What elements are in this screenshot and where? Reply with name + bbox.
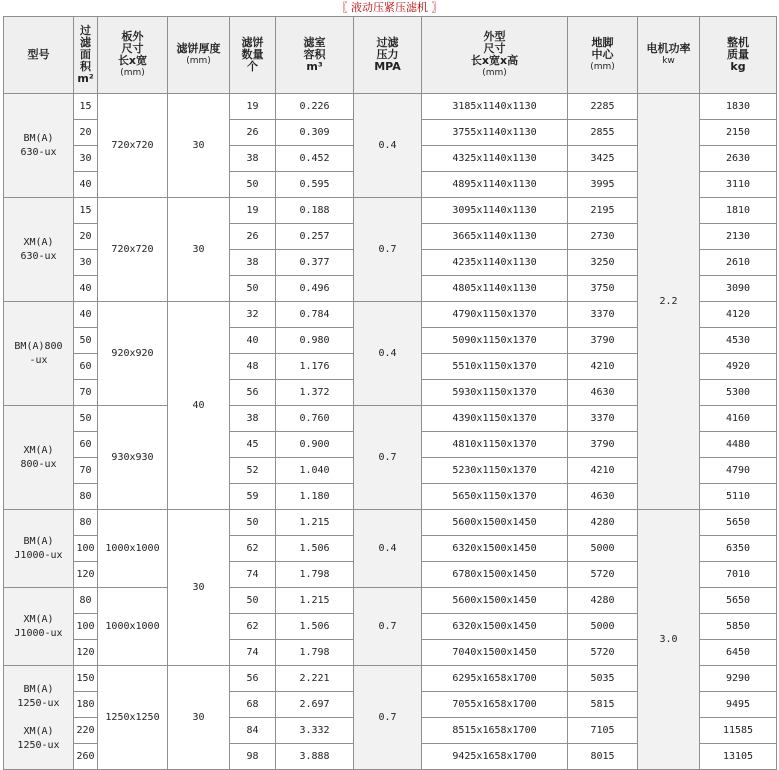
cake-count-cell: 68 (230, 692, 276, 718)
header-row (4, 17, 777, 94)
dimensions-cell: 5090x1150x1370 (422, 328, 568, 354)
chamber-volume-cell: 3.332 (276, 718, 354, 744)
chamber-volume-cell: 0.760 (276, 406, 354, 432)
mass-cell: 6450 (700, 640, 777, 666)
mass-cell: 4920 (700, 354, 777, 380)
area-cell: 220 (74, 718, 98, 744)
cake-count-cell: 52 (230, 458, 276, 484)
dimensions-cell: 5650x1150x1370 (422, 484, 568, 510)
model-cell: BM(A)800 -ux (4, 302, 74, 406)
dimensions-cell: 6780x1500x1450 (422, 562, 568, 588)
cake-count-cell: 50 (230, 510, 276, 536)
area-cell: 40 (74, 276, 98, 302)
dimensions-cell: 4895x1140x1130 (422, 172, 568, 198)
cake-count-cell: 48 (230, 354, 276, 380)
table-row (4, 94, 777, 120)
dimensions-cell: 6320x1500x1450 (422, 614, 568, 640)
cake-count-cell: 62 (230, 536, 276, 562)
mass-cell: 2150 (700, 120, 777, 146)
header-model: 型号 (4, 17, 74, 94)
cake-count-cell: 74 (230, 562, 276, 588)
mass-cell: 5850 (700, 614, 777, 640)
chamber-volume-cell: 3.888 (276, 744, 354, 770)
plate-size-cell: 720x720 (98, 198, 168, 302)
area-cell: 40 (74, 302, 98, 328)
mass-cell: 4790 (700, 458, 777, 484)
dimensions-cell: 5600x1500x1450 (422, 510, 568, 536)
dimensions-cell: 3185x1140x1130 (422, 94, 568, 120)
cake-count-cell: 98 (230, 744, 276, 770)
motor-power-cell: 3.0 (638, 510, 700, 770)
area-cell: 120 (74, 562, 98, 588)
chamber-volume-cell: 0.496 (276, 276, 354, 302)
foot-center-cell: 3370 (568, 406, 638, 432)
header-mass: 整机 质量 kg (700, 17, 777, 94)
pressure-cell: 0.7 (354, 406, 422, 510)
dimensions-cell: 4390x1150x1370 (422, 406, 568, 432)
area-cell: 100 (74, 614, 98, 640)
foot-center-cell: 3370 (568, 302, 638, 328)
chamber-volume-cell: 0.377 (276, 250, 354, 276)
area-cell: 80 (74, 588, 98, 614)
mass-cell: 13105 (700, 744, 777, 770)
mass-cell: 4480 (700, 432, 777, 458)
model-cell: XM(A) 800-ux (4, 406, 74, 510)
area-cell: 120 (74, 640, 98, 666)
plate-size-cell: 1000x1000 (98, 510, 168, 588)
area-cell: 70 (74, 380, 98, 406)
area-cell: 150 (74, 666, 98, 692)
cake-count-cell: 50 (230, 588, 276, 614)
mass-cell: 4530 (700, 328, 777, 354)
header-area: 过 滤 面 积 m² (74, 17, 98, 94)
cake-count-cell: 74 (230, 640, 276, 666)
mass-cell: 7010 (700, 562, 777, 588)
dimensions-cell: 5930x1150x1370 (422, 380, 568, 406)
plate-size-cell: 930x930 (98, 406, 168, 510)
mass-cell: 3110 (700, 172, 777, 198)
area-cell: 15 (74, 94, 98, 120)
chamber-volume-cell: 0.309 (276, 120, 354, 146)
cake-count-cell: 59 (230, 484, 276, 510)
chamber-volume-cell: 1.176 (276, 354, 354, 380)
plate-size-cell: 720x720 (98, 94, 168, 198)
dimensions-cell: 7055x1658x1700 (422, 692, 568, 718)
header-cake-count: 滤饼 数量 个 (230, 17, 276, 94)
mass-cell: 2130 (700, 224, 777, 250)
plate-size-cell: 1000x1000 (98, 588, 168, 666)
chamber-volume-cell: 1.506 (276, 536, 354, 562)
mass-cell: 11585 (700, 718, 777, 744)
model-cell: BM(A) 1250-ux XM(A) 1250-ux (4, 666, 74, 770)
foot-center-cell: 4280 (568, 510, 638, 536)
chamber-volume-cell: 0.188 (276, 198, 354, 224)
chamber-volume-cell: 0.980 (276, 328, 354, 354)
mass-cell: 2610 (700, 250, 777, 276)
dimensions-cell: 5510x1150x1370 (422, 354, 568, 380)
header-thickness: 滤饼厚度 (mm) (168, 17, 230, 94)
foot-center-cell: 2195 (568, 198, 638, 224)
mass-cell: 6350 (700, 536, 777, 562)
dimensions-cell: 6295x1658x1700 (422, 666, 568, 692)
foot-center-cell: 3790 (568, 432, 638, 458)
cake-count-cell: 32 (230, 302, 276, 328)
mass-cell: 3090 (700, 276, 777, 302)
foot-center-cell: 3250 (568, 250, 638, 276)
chamber-volume-cell: 1.798 (276, 562, 354, 588)
foot-center-cell: 4280 (568, 588, 638, 614)
header-plate: 板外 尺寸 长x宽 (mm) (98, 17, 168, 94)
table-body (4, 94, 777, 770)
cake-count-cell: 38 (230, 406, 276, 432)
model-cell: XM(A) 630-ux (4, 198, 74, 302)
chamber-volume-cell: 1.798 (276, 640, 354, 666)
chamber-volume-cell: 0.452 (276, 146, 354, 172)
cake-count-cell: 26 (230, 224, 276, 250)
area-cell: 260 (74, 744, 98, 770)
area-cell: 180 (74, 692, 98, 718)
foot-center-cell: 8015 (568, 744, 638, 770)
cake-count-cell: 45 (230, 432, 276, 458)
chamber-volume-cell: 0.784 (276, 302, 354, 328)
model-cell: XM(A) J1000-ux (4, 588, 74, 666)
area-cell: 60 (74, 354, 98, 380)
foot-center-cell: 5815 (568, 692, 638, 718)
page-title: 〖 液动压紧压滤机 〗 (336, 1, 443, 14)
pressure-cell: 0.4 (354, 94, 422, 198)
foot-center-cell: 5035 (568, 666, 638, 692)
table-row (4, 510, 777, 536)
foot-center-cell: 4210 (568, 354, 638, 380)
cake-count-cell: 50 (230, 172, 276, 198)
area-cell: 80 (74, 510, 98, 536)
area-cell: 100 (74, 536, 98, 562)
foot-center-cell: 5720 (568, 640, 638, 666)
plate-size-cell: 1250x1250 (98, 666, 168, 770)
foot-center-cell: 2730 (568, 224, 638, 250)
pressure-cell: 0.7 (354, 198, 422, 302)
foot-center-cell: 7105 (568, 718, 638, 744)
dimensions-cell: 7040x1500x1450 (422, 640, 568, 666)
foot-center-cell: 3750 (568, 276, 638, 302)
cake-thickness-cell: 30 (168, 510, 230, 666)
cake-thickness-cell: 30 (168, 198, 230, 302)
chamber-volume-cell: 1.372 (276, 380, 354, 406)
dimensions-cell: 5230x1150x1370 (422, 458, 568, 484)
dimensions-cell: 9425x1658x1700 (422, 744, 568, 770)
area-cell: 40 (74, 172, 98, 198)
chamber-volume-cell: 1.040 (276, 458, 354, 484)
motor-power-cell: 2.2 (638, 94, 700, 510)
foot-center-cell: 3995 (568, 172, 638, 198)
mass-cell: 5650 (700, 588, 777, 614)
spec-table (3, 16, 777, 770)
area-cell: 30 (74, 250, 98, 276)
pressure-cell: 0.7 (354, 666, 422, 770)
mass-cell: 4120 (700, 302, 777, 328)
foot-center-cell: 5720 (568, 562, 638, 588)
header-pressure: 过滤 压力 MPA (354, 17, 422, 94)
pressure-cell: 0.4 (354, 302, 422, 406)
chamber-volume-cell: 0.595 (276, 172, 354, 198)
dimensions-cell: 4235x1140x1130 (422, 250, 568, 276)
area-cell: 20 (74, 120, 98, 146)
area-cell: 30 (74, 146, 98, 172)
dimensions-cell: 4790x1150x1370 (422, 302, 568, 328)
dimensions-cell: 8515x1658x1700 (422, 718, 568, 744)
dimensions-cell: 4805x1140x1130 (422, 276, 568, 302)
foot-center-cell: 4630 (568, 380, 638, 406)
dimensions-cell: 4810x1150x1370 (422, 432, 568, 458)
chamber-volume-cell: 0.900 (276, 432, 354, 458)
foot-center-cell: 4210 (568, 458, 638, 484)
mass-cell: 1830 (700, 94, 777, 120)
dimensions-cell: 3755x1140x1130 (422, 120, 568, 146)
mass-cell: 2630 (700, 146, 777, 172)
cake-count-cell: 56 (230, 666, 276, 692)
area-cell: 50 (74, 328, 98, 354)
header-power: 电机功率 kw (638, 17, 700, 94)
cake-count-cell: 56 (230, 380, 276, 406)
dimensions-cell: 3095x1140x1130 (422, 198, 568, 224)
cake-thickness-cell: 30 (168, 94, 230, 198)
foot-center-cell: 2855 (568, 120, 638, 146)
mass-cell: 9290 (700, 666, 777, 692)
area-cell: 20 (74, 224, 98, 250)
chamber-volume-cell: 1.180 (276, 484, 354, 510)
dimensions-cell: 5600x1500x1450 (422, 588, 568, 614)
mass-cell: 9495 (700, 692, 777, 718)
area-cell: 80 (74, 484, 98, 510)
chamber-volume-cell: 0.226 (276, 94, 354, 120)
cake-thickness-cell: 30 (168, 666, 230, 770)
cake-count-cell: 40 (230, 328, 276, 354)
mass-cell: 5650 (700, 510, 777, 536)
chamber-volume-cell: 1.215 (276, 588, 354, 614)
plate-size-cell: 920x920 (98, 302, 168, 406)
header-dims: 外型 尺寸 长x宽x高 (mm) (422, 17, 568, 94)
foot-center-cell: 3425 (568, 146, 638, 172)
dimensions-cell: 4325x1140x1130 (422, 146, 568, 172)
area-cell: 60 (74, 432, 98, 458)
chamber-volume-cell: 2.221 (276, 666, 354, 692)
cake-count-cell: 84 (230, 718, 276, 744)
dimensions-cell: 3665x1140x1130 (422, 224, 568, 250)
foot-center-cell: 3790 (568, 328, 638, 354)
cake-count-cell: 38 (230, 250, 276, 276)
chamber-volume-cell: 0.257 (276, 224, 354, 250)
chamber-volume-cell: 2.697 (276, 692, 354, 718)
mass-cell: 5300 (700, 380, 777, 406)
pressure-cell: 0.7 (354, 588, 422, 666)
cake-count-cell: 19 (230, 94, 276, 120)
pressure-cell: 0.4 (354, 510, 422, 588)
model-cell: BM(A) 630-ux (4, 94, 74, 198)
chamber-volume-cell: 1.506 (276, 614, 354, 640)
cake-count-cell: 26 (230, 120, 276, 146)
mass-cell: 4160 (700, 406, 777, 432)
header-foot: 地脚 中心 (mm) (568, 17, 638, 94)
cake-count-cell: 38 (230, 146, 276, 172)
cake-thickness-cell: 40 (168, 302, 230, 510)
foot-center-cell: 2285 (568, 94, 638, 120)
model-cell: BM(A) J1000-ux (4, 510, 74, 588)
dimensions-cell: 6320x1500x1450 (422, 536, 568, 562)
mass-cell: 5110 (700, 484, 777, 510)
header-chamber: 滤室 容积 m³ (276, 17, 354, 94)
area-cell: 15 (74, 198, 98, 224)
chamber-volume-cell: 1.215 (276, 510, 354, 536)
area-cell: 50 (74, 406, 98, 432)
cake-count-cell: 50 (230, 276, 276, 302)
cake-count-cell: 62 (230, 614, 276, 640)
foot-center-cell: 5000 (568, 536, 638, 562)
area-cell: 70 (74, 458, 98, 484)
foot-center-cell: 5000 (568, 614, 638, 640)
mass-cell: 1810 (700, 198, 777, 224)
foot-center-cell: 4630 (568, 484, 638, 510)
cake-count-cell: 19 (230, 198, 276, 224)
